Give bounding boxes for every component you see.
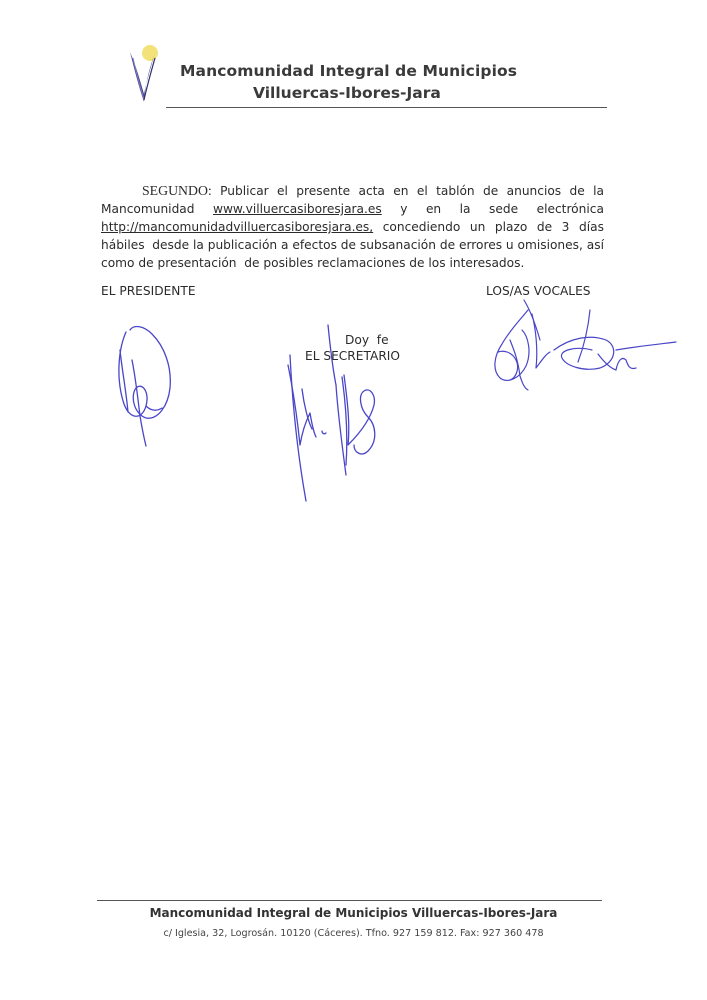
segundo-paragraph xyxy=(101,182,604,272)
website-link[interactable]: www.villuercasiboresjara.es xyxy=(213,202,382,216)
vocales-label: LOS/AS VOCALES xyxy=(486,284,591,298)
word: un xyxy=(469,220,486,234)
word: electrónica xyxy=(536,202,604,216)
word: el xyxy=(277,184,288,198)
secretario-signature xyxy=(278,325,388,505)
header-org-line1: Mancomunidad Integral de Municipios xyxy=(180,62,518,80)
paragraph-line-3 xyxy=(101,218,604,236)
paragraph-line-4: hábiles desde la publicación a efectos de subsanación de errores u omisiones, así xyxy=(101,238,604,252)
vocales-signatures xyxy=(480,290,680,400)
paragraph-line-1 xyxy=(101,182,604,200)
header-org-line2: Villuercas-Ibores-Jara xyxy=(253,84,441,102)
paragraph-line-5: como de presentación de posibles reclamaciones de los interesados. xyxy=(101,256,525,270)
word: plazo xyxy=(494,220,528,234)
doy-fe-label: Doy fe xyxy=(345,333,389,347)
word: concediendo xyxy=(382,220,461,234)
word: de xyxy=(569,184,585,198)
word: días xyxy=(578,220,604,234)
word: la xyxy=(593,184,604,198)
word: la xyxy=(459,202,471,216)
segundo-label: SEGUNDO: xyxy=(142,183,212,198)
word: el xyxy=(416,184,428,198)
word: de xyxy=(483,184,499,198)
footer-org-name: Mancomunidad Integral de Municipios Villuercas-Ibores-Jara xyxy=(149,906,558,920)
word: acta xyxy=(358,184,385,198)
footer-divider xyxy=(97,900,602,901)
presidente-signature xyxy=(112,320,192,450)
word: 3 xyxy=(561,220,570,234)
word: Mancomunidad xyxy=(101,202,195,216)
word: anuncios xyxy=(506,184,562,198)
mancomunidad-logo-icon xyxy=(124,44,164,106)
footer-address: c/ Iglesia, 32, Logrosán. 10120 (Cáceres). Tfno. 927 159 812. Fax: 927 360 478 xyxy=(163,928,544,939)
presidente-label: EL PRESIDENTE xyxy=(101,284,196,298)
secretario-label: EL SECRETARIO xyxy=(305,349,400,363)
word: Publicar xyxy=(220,184,269,198)
header-divider xyxy=(166,107,607,108)
word: y xyxy=(400,202,408,216)
word: en xyxy=(393,184,409,198)
word: presente xyxy=(296,184,351,198)
word: sede xyxy=(489,202,519,216)
word: tablón xyxy=(436,184,475,198)
word: en xyxy=(425,202,442,216)
sede-electronica-link[interactable]: http://mancomunidadvilluercasiboresjara.es, xyxy=(101,220,374,234)
paragraph-line-2 xyxy=(101,200,604,218)
word: de xyxy=(536,220,553,234)
